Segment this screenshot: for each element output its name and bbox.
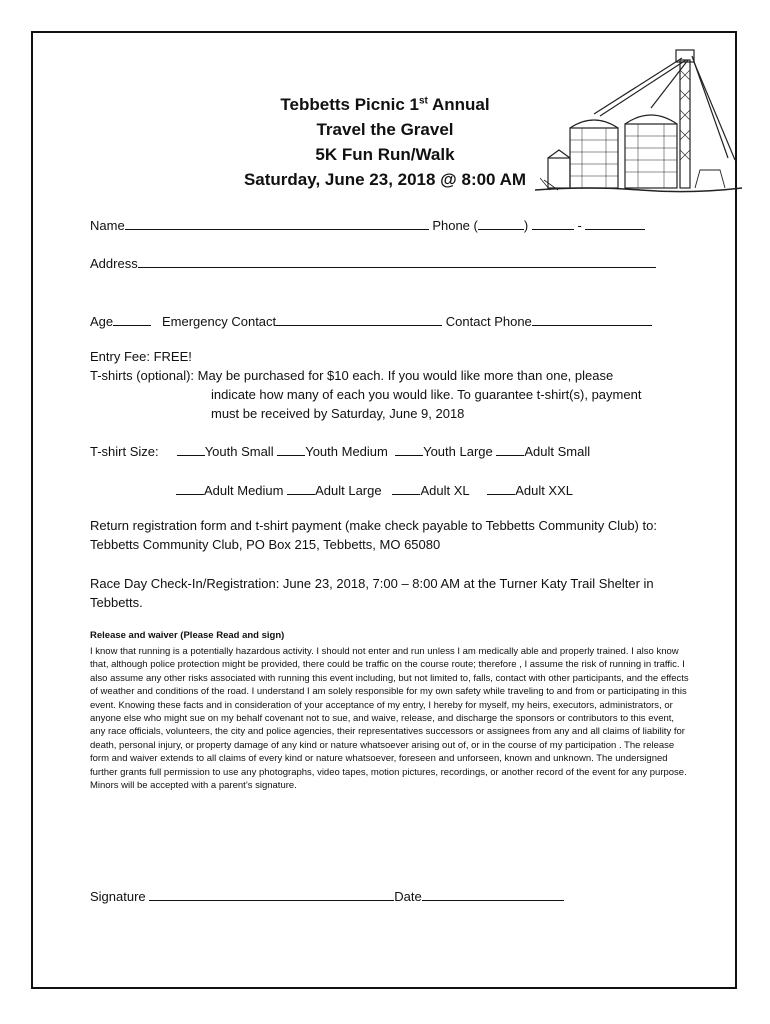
size-youth-small-label: Youth Small [204, 444, 274, 459]
size-adult-large-qty[interactable] [287, 480, 315, 495]
title-superscript: st [418, 95, 428, 107]
name-phone-row [90, 215, 645, 235]
waiver-heading: Release and waiver (Please Read and sign) [90, 630, 285, 641]
signature-label: Signature [90, 889, 146, 904]
size-youth-medium-label: Youth Medium [305, 444, 388, 459]
address-field[interactable] [138, 253, 656, 268]
fees-section [90, 347, 690, 423]
title-text: Tebbetts Picnic 1 [280, 95, 419, 114]
size-youth-small-qty[interactable] [177, 441, 205, 456]
size-adult-xl-qty[interactable] [392, 480, 420, 495]
size-adult-medium-qty[interactable] [176, 480, 204, 495]
size-adult-medium-label: Adult Medium [204, 483, 284, 498]
waiver-text: I know that running is a potentially hazardous activity. I should not enter and run unless I am medically able and properly trained. I also know that, although police protection might be provided, there could be traffic on the course route; therefore , I assume the risk of running in traffic. I also assume any other risks associated with running this event including, but not limited to, falls, contact with other participants, and the effects of weather and conditions of the road. I understand I am solely responsible for my own safety while traveling to and from or participating in this event. Knowing these facts and in consideration of your acceptance of my entry, I hereby for myself, my heirs, executors, administrators, or anyone else who might sue on my behalf covenant not to sue, and waive, release, and discharge the sponsors or contributors to this event, any race officials, volunteers, the city and police agencies, their representatives successors or assignees from any and all claims of liability for death, personal injury, or property damage of any kind or nature whatsoever arising out of, or in the course of my participation . The release form and waiver extends to all claims of every kind or nature whatsoever, foreseen and unforseen, known and unknown. The undersigned further grants full permission to use any photographs, video tapes, motion pictures, recordings, or another record of the event for any purpose. Minors will be accepted with a parent’s signature. [90, 646, 689, 792]
address-label: Address [90, 256, 138, 271]
size-adult-xxl-qty[interactable] [487, 480, 515, 495]
size-adult-small-label: Adult Small [524, 444, 591, 459]
phone-paren: ) [523, 218, 529, 233]
size-adult-xxl-label: Adult XXL [515, 483, 574, 498]
age-label: Age [90, 314, 114, 329]
title-line-2: Travel the Gravel [316, 120, 454, 139]
contact-phone-label: Contact Phone [445, 314, 532, 329]
name-label: Name [90, 218, 125, 233]
phone-prefix-field[interactable] [532, 215, 574, 230]
phone-area-code-field[interactable] [478, 215, 524, 230]
title-text-end: Annual [427, 95, 490, 114]
title-line-4: Saturday, June 23, 2018 @ 8:00 AM [243, 170, 527, 189]
phone-dash: - [573, 218, 586, 233]
tshirt-size-row-1 [90, 441, 590, 461]
tshirt-line-2: indicate how many of each you would like. To guarantee t-shirt(s), payment [211, 387, 642, 402]
tshirt-label: T-shirts (optional): [90, 368, 195, 383]
size-youth-large-label: Youth Large [423, 444, 493, 459]
tshirt-line-1: May be purchased for $10 each. If you would like more than one, please [197, 368, 614, 383]
size-adult-small-qty[interactable] [496, 441, 524, 456]
age-emergency-row [90, 311, 652, 331]
tshirt-info [90, 366, 690, 385]
tshirt-size-row-2 [176, 480, 573, 500]
signature-row [90, 886, 564, 906]
emergency-contact-field[interactable] [276, 311, 442, 326]
size-youth-large-qty[interactable] [395, 441, 423, 456]
tshirt-line-3: must be received by Saturday, June 9, 2018 [211, 406, 465, 421]
tshirt-size-label: T-shirt Size: [90, 444, 159, 459]
size-adult-xl-label: Adult XL [420, 483, 470, 498]
phone-line-field[interactable] [585, 215, 645, 230]
date-field[interactable] [422, 886, 564, 901]
address-row [90, 253, 656, 273]
emergency-contact-label: Emergency Contact [161, 314, 277, 329]
title-line-3: 5K Fun Run/Walk [315, 145, 455, 164]
event-title [200, 92, 570, 192]
size-youth-medium-qty[interactable] [277, 441, 305, 456]
grain-silo-illustration [530, 40, 745, 200]
contact-phone-field[interactable] [532, 311, 652, 326]
return-instructions: Return registration form and t-shirt payment (make check payable to Tebbetts Community Club) to: Tebbetts Community Club, PO Box 215, Tebbetts, MO 65080 [90, 518, 657, 552]
date-label: Date [394, 889, 422, 904]
phone-label: Phone ( [432, 218, 478, 233]
title-line-1 [200, 92, 570, 117]
age-field[interactable] [113, 311, 151, 326]
entry-fee-text: Entry Fee: FREE! [90, 349, 192, 364]
signature-field[interactable] [149, 886, 394, 901]
race-day-info: Race Day Check-In/Registration: June 23, 2018, 7:00 – 8:00 AM at the Turner Katy Trail Shelter in Tebbetts. [90, 576, 654, 610]
size-adult-large-label: Adult Large [315, 483, 382, 498]
name-field[interactable] [125, 215, 429, 230]
